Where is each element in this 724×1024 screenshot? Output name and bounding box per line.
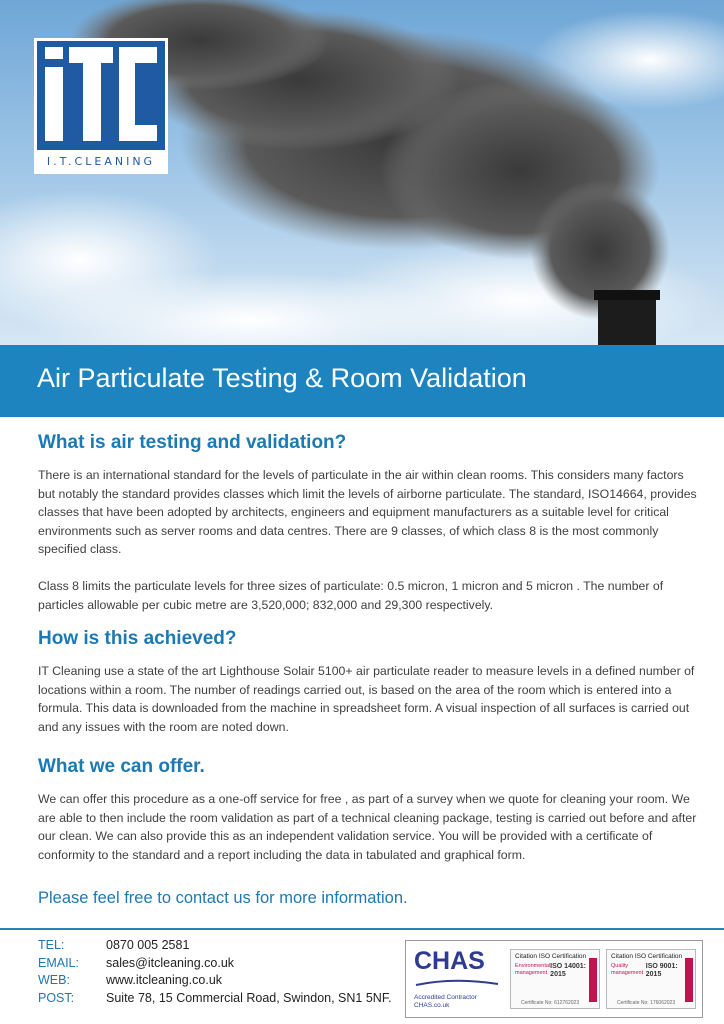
- certification-badges: [405, 940, 703, 1018]
- iso-certificate-no: Certificate No: 176062023: [617, 1000, 676, 1006]
- contact-row-tel: [38, 937, 392, 955]
- tel-value[interactable]: 0870 005 2581: [106, 938, 190, 952]
- web-label: WEB:: [38, 973, 70, 987]
- chas-logo: CHAS: [414, 947, 485, 975]
- iso-area: Quality management: [611, 963, 644, 976]
- iso-certificate-no: Certificate No: 612762023: [521, 1000, 580, 1006]
- registered-tag-icon: [589, 958, 597, 1002]
- section-paragraph: Class 8 limits the particulate levels for three sizes of particulate: 0.5 micron, 1 micron and 5 micron . The number of particles allowable per cubic metre are 3,520,000; 832,000 and 29,300 respectively.: [38, 578, 664, 612]
- contact-row-email: [38, 955, 392, 973]
- tel-label: TEL:: [38, 938, 65, 952]
- footer-divider: [0, 928, 724, 930]
- email-link[interactable]: sales@itcleaning.co.uk: [106, 955, 235, 970]
- section-heading: What we can offer.: [38, 756, 205, 777]
- iso-header: Citation ISO Certification: [515, 953, 587, 960]
- post-address: Suite 78, 15 Commercial Road, Swindon, SN1 5NF.: [106, 990, 392, 1005]
- chas-badge: [414, 947, 504, 1011]
- title-banner: [0, 345, 724, 417]
- iso-area: Environmental management: [515, 963, 551, 976]
- post-label: POST:: [38, 990, 75, 1005]
- iso-standard: ISO 14001: 2015: [550, 963, 586, 978]
- company-logo: [34, 38, 168, 174]
- iso-standard: ISO 9001: 2015: [645, 963, 678, 978]
- iso-header: Citation ISO Certification: [611, 953, 683, 960]
- chas-website: CHAS.co.uk: [414, 1002, 450, 1009]
- registered-tag-icon: [685, 958, 693, 1002]
- section-heading: How is this achieved?: [38, 628, 237, 649]
- email-label: EMAIL:: [38, 955, 79, 970]
- contact-cta: Please feel free to contact us for more information.: [38, 889, 408, 907]
- contact-row-web: [38, 972, 392, 990]
- iso9001-badge: [606, 949, 696, 1009]
- chas-swoosh-icon: [414, 979, 500, 989]
- section-heading: What is air testing and validation?: [38, 432, 347, 453]
- itc-letters-icon: [37, 41, 165, 150]
- section-paragraph: We can offer this procedure as a one-off service for free , as part of a survey when we quote for cleaning your room. We are able to then include the room validation as part of a technical cleaning package, testing is carried out before and after our clean. We can also provide this as an independent validation service. You will be provided with a certificate of conformity to the standard and a report including the data in tabulated and graphical form.: [38, 792, 697, 862]
- web-link[interactable]: www.itcleaning.co.uk: [106, 973, 223, 987]
- iso14001-badge: [510, 949, 600, 1009]
- section-offer: [38, 756, 698, 864]
- chas-accredited: Accredited Contractor: [414, 994, 477, 1001]
- section-how-achieved: [38, 628, 698, 736]
- page-title: Air Particulate Testing & Room Validation: [37, 363, 527, 393]
- section-paragraph: IT Cleaning use a state of the art Lighthouse Solair 5100+ air particulate reader to measure levels in a defined number of locations within a room. The number of readings carried out, is based on the area of the room which is entered into a formula. This data is downloaded from the machine in spreadsheet form. A visual inspection of all surfaces is carried out and any issues with the room are noted down.: [38, 664, 695, 734]
- logo-mark: [37, 41, 165, 150]
- contact-details: [38, 937, 392, 1007]
- contact-row-post: [38, 990, 392, 1008]
- section-paragraph: There is an international standard for the levels of particulate in the air within clean rooms. This considers many factors but notably the standard provides classes which limit the levels of airborne particulate. The standard, ISO14664, provides classes that have been adopted by architects, engineers and equipment manufacturers as a suitable level for critical environments such as server rooms and data centres. There are 9 classes, of which class 8 is the most commonly specified class.: [38, 468, 697, 557]
- logo-wordmark: I.T.CLEANING: [34, 150, 168, 174]
- section-what-is: [38, 432, 698, 614]
